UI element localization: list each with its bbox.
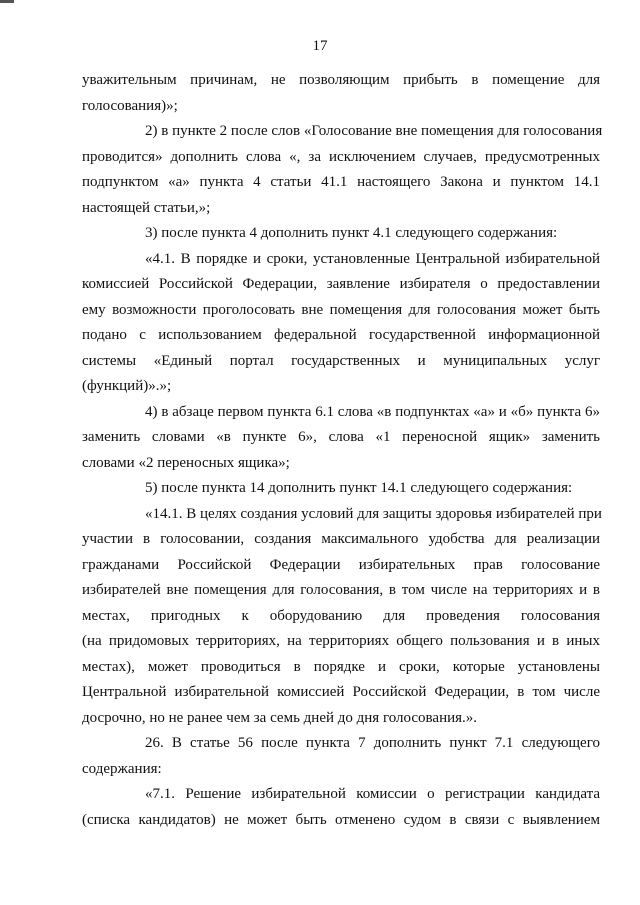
text-line: уважительным причинам, не позволяющим прибыть в помещение для: [82, 72, 600, 88]
text-line: голосования)»;: [82, 98, 178, 114]
text-line: содержания:: [82, 761, 162, 777]
text-line: проводится» дополнить слова «, за исключением случаев, предусмотренных: [82, 149, 600, 165]
text-line: комиссией Российской Федерации, заявление избирателя о предоставлении: [82, 276, 600, 292]
text-line: местах), может проводиться в порядке и сроки, которые установлены: [82, 659, 600, 675]
text-line: досрочно, но не ранее чем за семь дней до дня голосования.».: [82, 710, 478, 726]
text-line: местах, пригодных к оборудованию для проведения голосования: [82, 608, 600, 624]
text-line: заменить словами «в пункте 6», слова «1 переносной ящик» заменить: [82, 429, 600, 445]
text-line: системы «Единый портал государственных и муниципальных услуг: [82, 353, 600, 369]
text-line: (функций)».»;: [82, 378, 172, 394]
text-line: 26. В статье 56 после пункта 7 дополнить пункт 7.1 следующего: [145, 735, 600, 751]
text-line: участии в голосовании, создания максимального удобства для реализации: [82, 531, 600, 547]
text-line: гражданами Российской Федерации избирательных прав голосование: [82, 557, 600, 573]
text-line: (на придомовых территориях, на территориях общего пользования и в иных: [82, 633, 600, 649]
text-line: словами «2 переносных ящика»;: [82, 455, 290, 471]
text-line: настоящей статьи,»;: [82, 200, 211, 216]
text-line: «14.1. В целях создания условий для защиты здоровья избирателей при: [145, 506, 602, 522]
text-line: Центральной избирательной комиссией Российской Федерации, в том числе: [82, 684, 600, 700]
text-line: подпунктом «а» пункта 4 статьи 41.1 настоящего Закона и пунктом 14.1: [82, 174, 600, 190]
text-line: 4) в абзаце первом пункта 6.1 слова «в подпунктах «а» и «б» пункта 6»: [145, 404, 600, 420]
text-line: «4.1. В порядке и сроки, установленные Центральной избирательной: [145, 251, 600, 267]
text-line: ему возможности проголосовать вне помещения для голосования может быть: [82, 302, 600, 318]
text-line: (списка кандидатов) не может быть отменено судом в связи с выявлением: [82, 812, 600, 828]
text-line: 5) после пункта 14 дополнить пункт 14.1 следующего содержания:: [145, 480, 573, 496]
page-number: 17: [312, 38, 328, 54]
text-line: подано с использованием федеральной государственной информационной: [82, 327, 600, 343]
text-line: «7.1. Решение избирательной комиссии о регистрации кандидата: [145, 786, 600, 802]
text-line: избирателей вне помещения для голосования, в том числе на территориях и в: [82, 582, 600, 598]
scan-corner-mark: [0, 0, 14, 9]
text-line: 2) в пункте 2 после слов «Голосование вне помещения для голосования: [145, 123, 603, 139]
text-line: 3) после пункта 4 дополнить пункт 4.1 следующего содержания:: [145, 225, 558, 241]
